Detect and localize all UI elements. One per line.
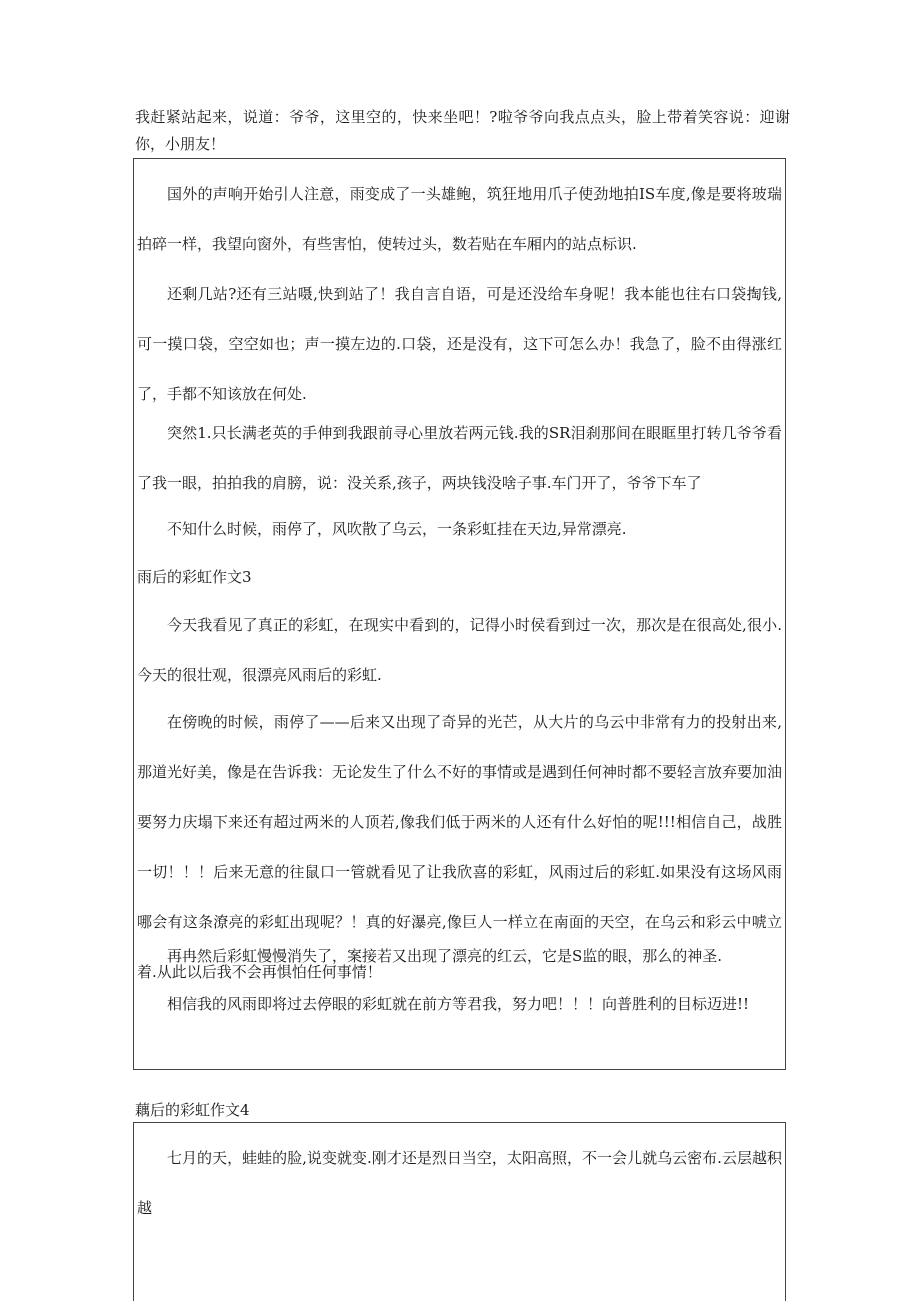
text-box-2 (133, 1122, 786, 1301)
paragraph-evening: 在傍晚的时候，雨停了——后来又出现了奇异的光芒，从大片的乌云中非常有力的投射出来,那道光好美，像是在告诉我：无论发生了什么不好的事情或是遇到任何神时都不要轻言放弃要加油要努力庆塌下来还有超过两米的人顶若,像我们低于两米的人还有什么好怕的呢!!!相信自己，战胜一切！！！后来无意的往鼠口一管就看见了让我欣喜的彩虹，风雨过后的彩虹.如果没有这场风雨哪会有这条潦亮的彩虹出现呢？！真的好瀑亮,像巨人一样立在南面的天空，在乌云和彩云中唬立着.从此以后我不会再惧怕任何事情！ (137, 713, 783, 981)
paragraph-real-rainbow: 今天我看见了真正的彩虹，在现实中看到的，记得小时侯看到过一次，那次是在很高处,很小.今天的很壮观，很漂亮风雨后的彩虹. (137, 616, 782, 684)
paragraph-july-weather: 七月的天，蛙蛙的脸,说变就变.刚才还是烈日当空，太阳高照，不一会儿就乌云密布.云层越积越 (137, 1149, 782, 1217)
intro-paragraph: 我赶紧站起来，说道：爷爷，这里空的，快来坐吧！?啦爷爷向我点点头，脸上带着笑容说：迎谢你，小朋友！ (135, 108, 790, 153)
paragraph-stations: 还剩几站?还有三站嗫,快到站了！我自言自语，可是还没给车身呢！我本能也往右口袋掏钱,可一摸口袋，空空如也；声一摸左边的.口袋，还是没有，这下可怎么办！我急了，脸不由得涨红了，手都不知该放在何处. (137, 285, 782, 403)
paragraph-rain-stopped: 不知什么时候，雨停了，风吹散了乌云，一条彩虹挂在天边,异常漂亮. (167, 520, 627, 538)
text-box-1 (133, 158, 786, 1070)
essay-heading-4: 藕后的彩虹作文4 (135, 1101, 250, 1119)
paragraph-rain-sound: 国外的声响开始引人注意，雨变成了一头雄鲍，筑狂地用爪子使劲地拍IS车度,像是要将玻瑞拍碎一样，我望向窗外，有些害怕，使转过头，数若贴在车厢内的站点标识. (137, 185, 782, 253)
paragraph-red-cloud: 再冉然后彩虹慢慢消失了，案接若又出现了漂亮的红云，它是S监的眼，那么的神圣. (167, 947, 723, 965)
paragraph-grandpa: 突然1.只长满老英的手伸到我跟前寻心里放若两元钱.我的SR泪刹那间在眼眶里打转几爷爷看了我一眼，拍拍我的肩膀，说：没关系,孩子，两块钱没啥子事.车门开了，爷爷下车了 (137, 424, 782, 492)
essay-heading-3: 雨后的彩虹作文3 (137, 568, 252, 586)
paragraph-believe: 相信我的风雨即将过去停眼的彩虹就在前方等君我，努力吧！！！向普胜利的目标迈进!! (167, 995, 750, 1013)
